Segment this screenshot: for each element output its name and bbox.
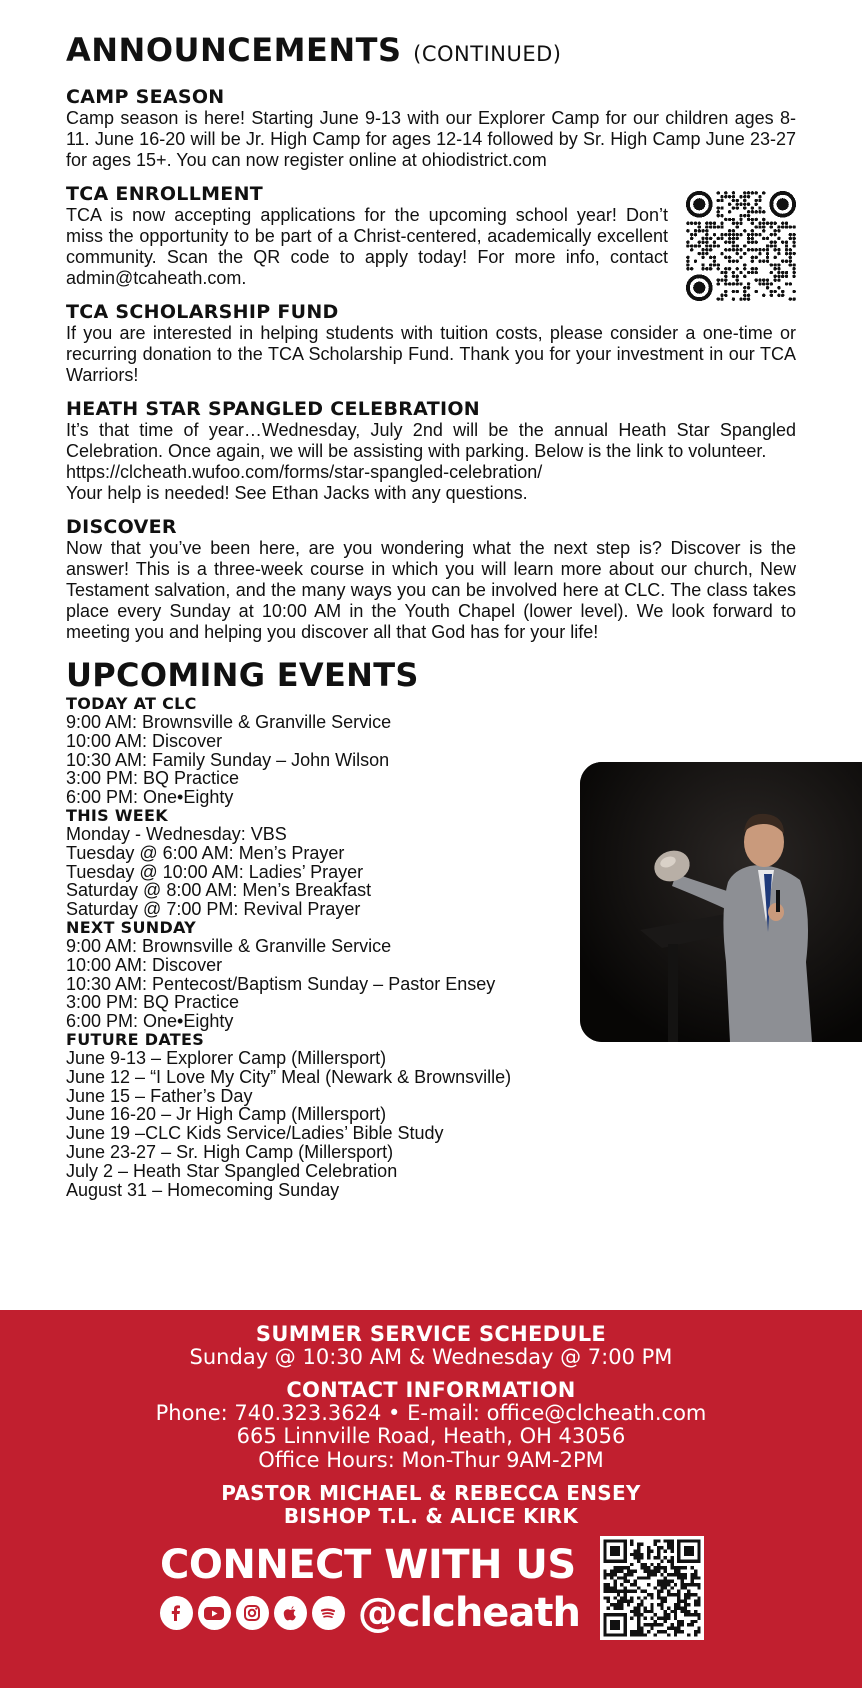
connect-block	[160, 1542, 580, 1636]
connect-qr-code[interactable]	[600, 1536, 704, 1640]
event-item: Monday - Wednesday: VBS	[66, 823, 287, 844]
event-item: August 31 – Homecoming Sunday	[66, 1179, 340, 1200]
events-heading: FUTURE DATES	[66, 1029, 205, 1049]
event-item: Saturday @ 7:00 PM: Revival Prayer	[66, 899, 361, 920]
event-item: 6:00 PM: One•Eighty	[66, 1011, 234, 1032]
heath-celebration-section	[66, 398, 796, 504]
tca-qr-code[interactable]	[686, 191, 796, 301]
discover-section	[66, 516, 796, 643]
section-title: DISCOVER	[66, 516, 177, 538]
event-item: June 16-20 – Jr High Camp (Millersport)	[66, 1104, 387, 1125]
upcoming-events-title: UPCOMING EVENTS	[66, 656, 419, 694]
section-title: HEATH STAR SPANGLED CELEBRATION	[66, 398, 480, 420]
tca-enrollment-section	[66, 183, 796, 289]
event-item: June 9-13 – Explorer Camp (Millersport)	[66, 1047, 387, 1068]
section-body: If you are interested in helping students with tuition costs, please consider a one-time or recurring donation to the TCA Scholarship Fund. Thank you for your investment in our TCA Warriors!	[66, 323, 796, 385]
event-item: June 19 –CLC Kids Service/Ladies’ Bible Study	[66, 1123, 444, 1144]
address: 665 Linnville Road, Heath, OH 43056	[236, 1424, 626, 1448]
volunteer-link[interactable]: https://clcheath.wufoo.com/forms/star-spangled-celebration/	[66, 462, 543, 482]
event-item: 6:00 PM: One•Eighty	[66, 787, 234, 808]
events-heading: NEXT SUNDAY	[66, 917, 197, 937]
event-item: 10:30 AM: Pentecost/Baptism Sunday – Pastor Ensey	[66, 973, 496, 994]
contact-line[interactable]: Phone: 740.323.3624 • E-mail: office@clcheath.com	[155, 1400, 707, 1425]
event-item: June 23-27 – Sr. High Camp (Millersport)	[66, 1141, 394, 1162]
event-item: July 2 – Heath Star Spangled Celebration	[66, 1160, 398, 1181]
event-item: 10:30 AM: Family Sunday – John Wilson	[66, 749, 390, 770]
event-item: 10:00 AM: Discover	[66, 954, 223, 975]
footer	[0, 1310, 862, 1688]
event-item: June 12 – “I Love My City” Meal (Newark & Brownsville)	[66, 1066, 512, 1087]
section-body: Camp season is here! Starting June 9-13 with our Explorer Camp for our children ages 8-11. June 16-20 will be Jr. High Camp for ages 12-14 followed by Sr. High Camp June 23-27 for ages 15+. You can now register online at ohiodistrict.com	[66, 108, 796, 170]
contact-title: CONTACT INFORMATION	[286, 1377, 576, 1402]
connect-title: CONNECT WITH US	[160, 1542, 576, 1588]
event-item: 3:00 PM: BQ Practice	[66, 992, 240, 1013]
service-schedule-title: SUMMER SERVICE SCHEDULE	[255, 1322, 607, 1346]
section-body: Now that you’ve been here, are you wondering what the next step is? Discover is the answer! This is a three-week course in which you will learn more about our church, New Testament salvation, and the many ways you can be involved here at CLC. The class takes place every Sunday at 10:00 AM in the Youth Chapel (lower level). We look forward to meeting you and helping you discover all that God has for your life!	[66, 538, 796, 642]
camp-season-section	[66, 86, 796, 171]
event-item: Tuesday @ 6:00 AM: Men’s Prayer	[66, 842, 345, 863]
section-note: Your help is needed! See Ethan Jacks with any questions.	[66, 483, 528, 503]
youtube-icon[interactable]	[198, 1596, 231, 1630]
social-row	[160, 1590, 580, 1636]
social-handle[interactable]: @clcheath	[357, 1590, 581, 1636]
bishop-names: BISHOP T.L. & ALICE KIRK	[283, 1504, 579, 1528]
service-schedule: Sunday @ 10:30 AM & Wednesday @ 7:00 PM	[189, 1345, 673, 1369]
facebook-icon[interactable]	[160, 1596, 193, 1630]
apple-podcasts-icon[interactable]	[274, 1596, 307, 1630]
spotify-icon[interactable]	[312, 1596, 345, 1630]
section-title: TCA SCHOLARSHIP FUND	[66, 301, 339, 323]
announcements-title: ANNOUNCEMENTS (CONTINUED)	[66, 31, 562, 69]
pastor-photo	[580, 762, 862, 1042]
office-hours: Office Hours: Mon-Thur 9AM-2PM	[258, 1447, 604, 1472]
event-item: 10:00 AM: Discover	[66, 730, 223, 751]
announcements-title-suffix: (CONTINUED)	[413, 42, 562, 66]
events-heading: TODAY AT CLC	[66, 694, 197, 713]
instagram-icon[interactable]	[236, 1596, 269, 1630]
section-body	[66, 420, 796, 504]
section-body-text: It’s that time of year…Wednesday, July 2nd will be the annual Heath Star Spangled Celebration. Once again, we will be assisting with parking. Below is the link to volunteer.	[66, 420, 796, 461]
tca-scholarship-section	[66, 301, 796, 386]
pastor-names: PASTOR MICHAEL & REBECCA ENSEY	[221, 1481, 641, 1505]
event-item: June 15 – Father’s Day	[66, 1085, 253, 1106]
pastor-photo-illustration	[580, 762, 862, 1042]
section-title: TCA ENROLLMENT	[66, 183, 264, 205]
event-item: 9:00 AM: Brownsville & Granville Service	[66, 935, 392, 956]
events-future-dates	[66, 1031, 796, 1199]
section-title: CAMP SEASON	[66, 86, 225, 108]
event-item: Saturday @ 8:00 AM: Men’s Breakfast	[66, 880, 372, 901]
section-body: TCA is now accepting applications for the upcoming school year! Don’t miss the opportunity to be part of a Christ-centered, academically excellent community. Scan the QR code to apply today! For more info, contact admin@tcaheath.com.	[66, 205, 668, 288]
events-heading: THIS WEEK	[66, 805, 168, 825]
event-item: Tuesday @ 10:00 AM: Ladies’ Prayer	[66, 861, 364, 882]
event-item: 9:00 AM: Brownsville & Granville Service	[66, 712, 392, 732]
event-item: 3:00 PM: BQ Practice	[66, 768, 240, 789]
